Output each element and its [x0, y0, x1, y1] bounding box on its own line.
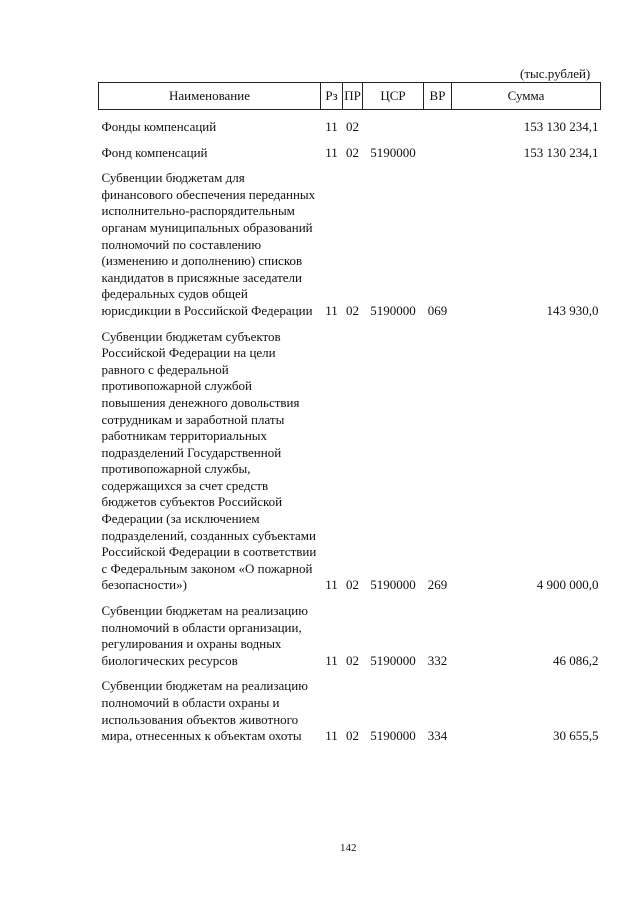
row-csr: 5190000	[370, 728, 416, 744]
page-number: 142	[340, 842, 357, 854]
row-pr: 02	[346, 577, 359, 593]
header-sum: Сумма	[452, 83, 601, 110]
table-header	[99, 83, 601, 110]
header-name: Наименование	[99, 83, 321, 110]
table-body	[99, 110, 601, 745]
row-vr: 069	[427, 302, 448, 318]
row-csr: 5190000	[370, 577, 416, 593]
row-rz: 11	[325, 577, 338, 593]
row-csr: 5190000	[370, 652, 416, 668]
row-pr: 02	[346, 652, 359, 668]
header-rz: Рз	[321, 83, 343, 110]
row-pr: 02	[346, 119, 359, 134]
row-sum: 153 130 234,1	[523, 119, 599, 134]
table-row	[99, 678, 601, 744]
row-sum: 30 655,5	[553, 728, 599, 744]
table-row	[99, 329, 601, 595]
row-name: Субвенции бюджетам субъектов Российской Федерации на цели равного с федеральной противопожарной службой повышения денежного довольствия сотрудникам и заработной платы работникам территориальных подразделений Государственной противопожарной службы, содержащихся за счет средств бюджетов субъектов Российской Федерации (за исключением подразделений, созданных субъектами Российской Федерации в соответствии с Федеральным законом «О пожарной безопасности»)	[101, 328, 317, 593]
table-row	[99, 603, 601, 669]
row-name: Фонды компенсаций	[101, 119, 217, 134]
unit-label: (тыс.рублей)	[520, 66, 591, 81]
row-vr: 332	[427, 652, 448, 668]
row-name: Субвенции бюджетам для финансового обеспечения переданных исполнительно-распорядительным органам муниципальных образований полномочий по составлению (изменению и дополнению) списков кандидатов в присяжные заседатели федеральных судов общей юрисдикции в Российской Федерации	[101, 170, 316, 318]
row-pr: 02	[346, 144, 359, 160]
row-vr: 269	[427, 577, 448, 593]
row-rz: 11	[325, 119, 338, 134]
row-vr: 334	[427, 728, 448, 744]
header-vr: ВР	[424, 83, 452, 110]
row-name: Субвенции бюджетам на реализацию полномочий в области охраны и использования объектов животного мира, отнесенных к объектам охоты	[101, 678, 308, 744]
row-sum: 143 930,0	[546, 302, 599, 318]
row-csr: 5190000	[370, 144, 416, 160]
row-sum: 46 086,2	[553, 652, 599, 668]
table-row	[99, 170, 601, 319]
row-csr: 5190000	[370, 302, 416, 318]
budget-table-container	[98, 82, 600, 745]
table-row	[99, 119, 601, 136]
row-rz: 11	[325, 144, 338, 160]
row-csr	[363, 119, 424, 136]
row-vr	[424, 145, 452, 162]
header-csr: ЦСР	[363, 83, 424, 110]
row-sum: 4 900 000,0	[536, 577, 599, 593]
row-name: Субвенции бюджетам на реализацию полномочий в области организации, регулирования и охраны водных биологических ресурсов	[101, 603, 308, 668]
row-pr: 02	[346, 302, 359, 318]
row-name: Фонд компенсаций	[101, 144, 208, 160]
row-sum: 153 130 234,1	[523, 144, 599, 160]
row-rz: 11	[325, 302, 338, 318]
row-vr	[424, 119, 452, 136]
row-rz: 11	[325, 728, 338, 744]
budget-table	[98, 82, 601, 745]
row-rz: 11	[325, 652, 338, 668]
table-row	[99, 145, 601, 162]
row-pr: 02	[346, 728, 359, 744]
header-pr: ПР	[343, 83, 363, 110]
